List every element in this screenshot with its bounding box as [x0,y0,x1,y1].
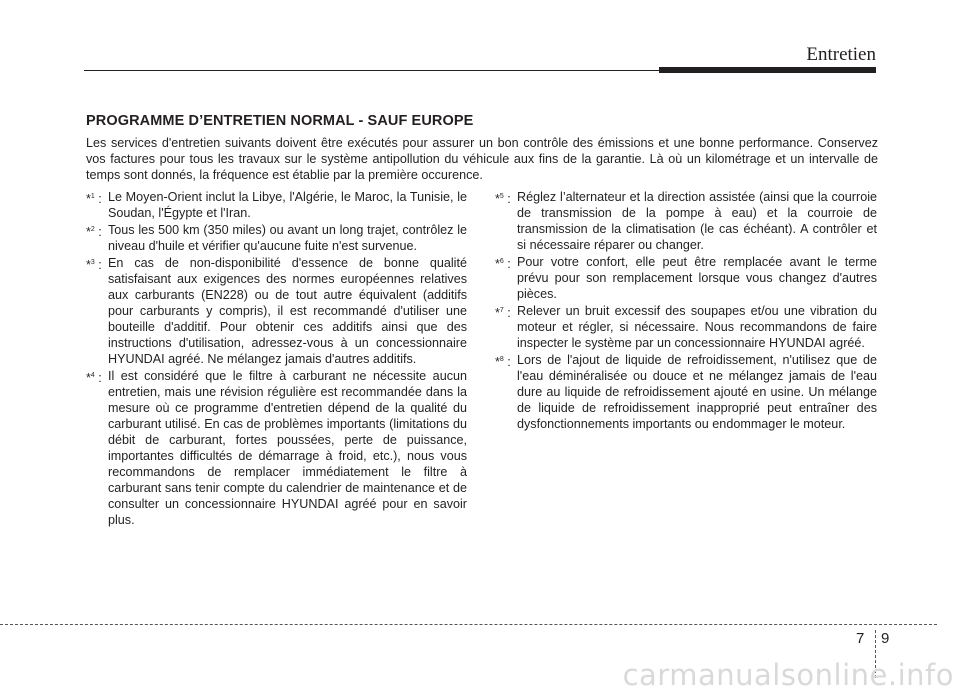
footnote-marker: *$^6$ : [495,257,511,271]
chapter-number: 7 [856,630,865,647]
footnote-text: Pour votre confort, elle peut être remplacée avant le terme prévu pour son remplacement lorsque vous changez d'autres pièces. [517,255,877,301]
footnote-marker: *$^4$ : [86,371,102,385]
footnote-marker: *$^5$ : [495,192,511,206]
page-number: 9 [881,630,890,647]
footnote-text: Relever un bruit excessif des soupapes et/ou une vibration du moteur et régler, si nécessaire. Nous recommandons de faire inspecter le système par un concessionnaire HYUNDAI agréé. [517,304,877,350]
footnote-2 [86,222,467,254]
watermark: carmanualsonline.info [622,658,954,692]
footnote-3 [86,255,467,367]
header-rule [84,70,662,71]
notes-left-column [86,189,467,529]
intro-paragraph: Les services d'entretien suivants doivent être exécutés pour assurer un bon contrôle des émissions et une bonne performance. Conservez vos factures pour tous les travaux sur le système antipollution du véhicule aux fins de la garantie. Là où un kilométrage et un intervalle de temps sont donnés, la fréquence est établie par la première occurence. [86,136,878,182]
section-title: PROGRAMME D’ENTRETIEN NORMAL - SAUF EUROPE [86,113,474,129]
footnote-text: Lors de l'ajout de liquide de refroidissement, n'utilisez que de l'eau déminéralisée ou douce et ne mélangez jamais de l'eau dure au liquide de refroidissement ajouté en usine. Un mélange de liquide de refroidissement inapproprié peut entraîner des dysfonctionnements importants ou endommager le moteur. [517,353,877,431]
footer-rule [0,624,937,625]
footnote-4 [86,368,467,528]
notes-right-column [495,189,877,433]
footnote-marker: *$^3$ : [86,258,102,272]
footnote-marker: *$^7$ : [495,306,511,320]
footnote-5 [495,189,877,253]
footnote-8 [495,352,877,432]
footnote-marker: *$^2$ : [86,225,102,239]
footnote-text: Tous les 500 km (350 miles) ou avant un long trajet, contrôlez le niveau d'huile et vérifier qu'aucune fuite n'est survenue. [108,223,467,253]
footnote-text: En cas de non-disponibilité d'essence de bonne qualité satisfaisant aux exigences des normes européennes relatives aux carburants (EN228) ou de tout autre équivalent (additifs pour carburants y compris), il est recommandé d'utiliser une bouteille d'additif. Pour obtenir ces additifs ainsi que des instructions d'utilisation, adressez-vous à un concessionnaire HYUNDAI agréé. Ne mélangez jamais d'autres additifs. [108,256,467,366]
footnote-text: Le Moyen-Orient inclut la Libye, l'Algérie, le Maroc, la Tunisie, le Soudan, l'Égypte et l'Iran. [108,190,467,220]
header-rule-accent [659,67,876,73]
footnote-text: Il est considéré que le filtre à carburant ne nécessite aucun entretien, mais une révision régulière est recommandée dans la mesure où ce programme d'entretien dépend de la qualité du carburant utilisé. En cas de problèmes importants (limitations du débit de carburant, fortes poussées, perte de puissance, importantes difficultés de démarrage à froid, etc.), nous vous recommandons de remplacer immédiatement le filtre à carburant sans tenir compte du calendrier de maintenance et de consulter un concessionnaire HYUNDAI agréé pour en savoir plus. [108,369,467,527]
footnote-text: Réglez l’alternateur et la direction assistée (ainsi que la courroie de transmission de la pompe à eau) et la courroie de transmission de la climatisation (le cas échéant). A contrôler et si nécessaire réparer ou changer. [517,190,877,252]
footnote-6 [495,254,877,302]
footnote-marker: *$^1$ : [86,192,102,206]
footnote-7 [495,303,877,351]
chapter-title: Entretien [806,44,876,65]
footnote-1 [86,189,467,221]
footnote-marker: *$^8$ : [495,355,511,369]
